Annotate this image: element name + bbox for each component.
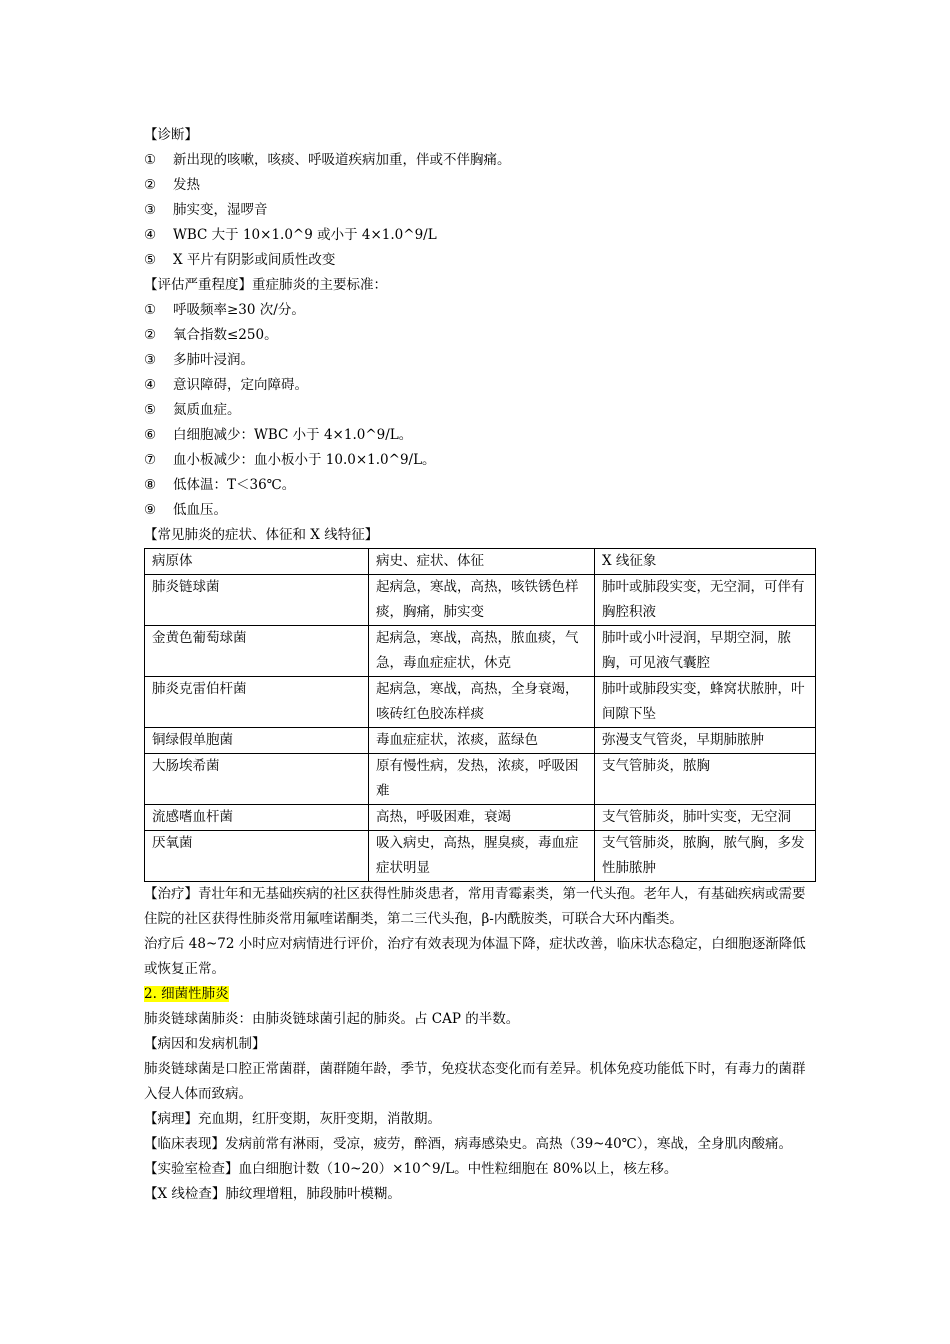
cell-xray: 肺叶或小叶浸润，早期空洞，脓胸，可见液气囊腔 <box>595 626 816 677</box>
xray-line: 【X 线检查】肺纹理增粗，肺段肺叶模糊。 <box>144 1186 401 1202</box>
item-number: ① <box>144 302 157 318</box>
cell-symptoms: 原有慢性病，发热，浓痰，呼吸困难 <box>369 754 595 805</box>
cell-symptoms: 起病急，寒战，高热，全身衰竭，咳砖红色胶冻样痰 <box>369 677 595 728</box>
table-row <box>145 728 816 754</box>
item-text: 氮质血症。 <box>173 402 241 418</box>
item-text: 肺实变，湿啰音 <box>173 202 268 218</box>
item-text: 氧合指数≤250。 <box>173 327 278 343</box>
item-number: ④ <box>144 227 157 243</box>
cell-pathogen: 大肠埃希菌 <box>145 754 369 805</box>
item-text: 呼吸频率≥30 次/分。 <box>173 302 305 318</box>
item-number: ⑦ <box>144 452 157 468</box>
lab-line: 【实验室检查】血白细胞计数（10~20）×10^9/L。中性粒细胞在 80%以上，核左移。 <box>144 1161 678 1177</box>
item-number: ⑤ <box>144 252 157 268</box>
item-text: X 平片有阴影或间质性改变 <box>173 252 336 268</box>
item-number: ① <box>144 152 157 168</box>
cell-symptoms: 吸入病史，高热，腥臭痰，毒血症症状明显 <box>369 831 595 882</box>
cell-xray: 肺叶或肺段实变，蜂窝状脓肿，叶间隙下坠 <box>595 677 816 728</box>
table-row <box>145 831 816 882</box>
item-number: ② <box>144 177 157 193</box>
severity-item <box>144 398 816 423</box>
cell-xray: 支气管肺炎，肺叶实变，无空洞 <box>595 805 816 831</box>
section-title-line <box>144 982 816 1007</box>
treatment-paragraph: 【治疗】青壮年和无基础疾病的社区获得性肺炎患者，常用青霉素类，第一代头孢。老年人，有基础疾病或需要住院的社区获得性肺炎常用氟喹诺酮类，第二三代头孢，β-内酰胺类，可联合大环内酯类。 <box>144 886 806 927</box>
cell-pathogen: 流感嗜血杆菌 <box>145 805 369 831</box>
table-header-row <box>145 549 816 575</box>
item-number: ⑨ <box>144 502 157 518</box>
diagnosis-item <box>144 223 816 248</box>
item-number: ⑤ <box>144 402 157 418</box>
section-title-highlighted: 2. 细菌性肺炎 <box>144 986 229 1002</box>
table-row <box>145 805 816 831</box>
severity-item <box>144 473 816 498</box>
item-number: ⑥ <box>144 427 157 443</box>
item-number: ④ <box>144 377 157 393</box>
diagnosis-item <box>144 198 816 223</box>
cell-pathogen: 肺炎链球菌 <box>145 575 369 626</box>
item-number: ② <box>144 327 157 343</box>
cell-xray: 支气管肺炎，脓胸 <box>595 754 816 805</box>
item-number: ③ <box>144 352 157 368</box>
table-row <box>145 677 816 728</box>
item-text: 血小板减少：血小板小于 10.0×1.0^9/L。 <box>173 452 436 468</box>
item-text: 新出现的咳嗽，咳痰、呼吸道疾病加重，伴或不伴胸痛。 <box>173 152 511 168</box>
item-text: 发热 <box>173 177 200 193</box>
clinical-line: 【临床表现】发病前常有淋雨，受凉，疲劳，醉酒，病毒感染史。高热（39~40℃），寒战，全身肌肉酸痛。 <box>144 1136 793 1152</box>
etiology-paragraph: 肺炎链球菌是口腔正常菌群，菌群随年龄，季节，免疫状态变化而有差异。机体免疫功能低下时，有毒力的菌群入侵人体而致病。 <box>144 1061 806 1102</box>
table-heading: 【常见肺炎的症状、体征和 X 线特征】 <box>144 527 379 543</box>
item-text: WBC 大于 10×1.0^9 或小于 4×1.0^9/L <box>173 227 437 243</box>
cell-symptoms: 起病急，寒战，高热，脓血痰，气急，毒血症症状，休克 <box>369 626 595 677</box>
header-cell-xray: X 线征象 <box>595 549 816 575</box>
item-number: ③ <box>144 202 157 218</box>
treatment-evaluation-paragraph: 治疗后 48~72 小时应对病情进行评价，治疗有效表现为体温下降，症状改善，临床状态稳定，白细胞逐渐降低或恢复正常。 <box>144 936 806 977</box>
severity-item <box>144 448 816 473</box>
item-number: ⑧ <box>144 477 157 493</box>
item-text: 低血压。 <box>173 502 227 518</box>
table-row <box>145 626 816 677</box>
cell-xray: 支气管肺炎，脓胸，脓气胸，多发性肺脓肿 <box>595 831 816 882</box>
cell-pathogen: 肺炎克雷伯杆菌 <box>145 677 369 728</box>
cell-pathogen: 铜绿假单胞菌 <box>145 728 369 754</box>
header-cell-symptoms: 病史、症状、体征 <box>369 549 595 575</box>
severity-item <box>144 348 816 373</box>
severity-item <box>144 323 816 348</box>
item-text: 多肺叶浸润。 <box>173 352 254 368</box>
cell-xray: 肺叶或肺段实变，无空洞，可伴有胸腔积液 <box>595 575 816 626</box>
table-row <box>145 575 816 626</box>
diagnosis-heading: 【诊断】 <box>144 127 198 143</box>
severity-item <box>144 423 816 448</box>
severity-item <box>144 373 816 398</box>
document-content <box>144 123 816 1207</box>
cell-xray: 弥漫支气管炎，早期肺脓肿 <box>595 728 816 754</box>
pathology-line: 【病理】充血期，红肝变期，灰肝变期，消散期。 <box>144 1111 441 1127</box>
item-text: 低体温：T＜36℃。 <box>173 477 296 493</box>
cell-symptoms: 起病急，寒战，高热，咳铁锈色样痰，胸痛，肺实变 <box>369 575 595 626</box>
item-text: 意识障碍，定向障碍。 <box>173 377 308 393</box>
severity-item <box>144 498 816 523</box>
item-text: 白细胞减少：WBC 小于 4×1.0^9/L。 <box>173 427 413 443</box>
diagnosis-item <box>144 148 816 173</box>
etiology-heading: 【病因和发病机制】 <box>144 1036 266 1052</box>
cell-symptoms: 毒血症症状，浓痰，蓝绿色 <box>369 728 595 754</box>
intro-line: 肺炎链球菌肺炎：由肺炎链球菌引起的肺炎。占 CAP 的半数。 <box>144 1011 520 1027</box>
header-cell-pathogen: 病原体 <box>145 549 369 575</box>
severity-heading: 【评估严重程度】重症肺炎的主要标准： <box>144 277 387 293</box>
table-row <box>145 754 816 805</box>
cell-pathogen: 金黄色葡萄球菌 <box>145 626 369 677</box>
cell-pathogen: 厌氧菌 <box>145 831 369 882</box>
severity-item <box>144 298 816 323</box>
pneumonia-features-table <box>144 548 816 882</box>
diagnosis-item <box>144 173 816 198</box>
cell-symptoms: 高热，呼吸困难，衰竭 <box>369 805 595 831</box>
diagnosis-item <box>144 248 816 273</box>
